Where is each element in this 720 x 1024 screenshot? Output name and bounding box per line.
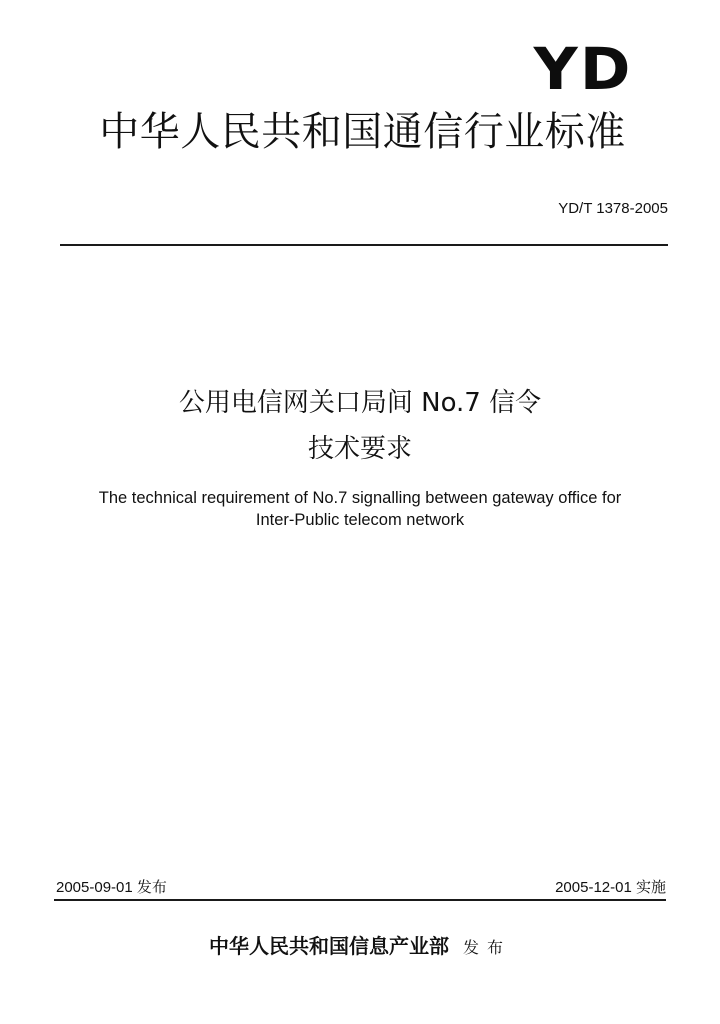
issuer-name: 中华人民共和国信息产业部 <box>208 934 449 958</box>
issue-date: 2005-09-01 发布 <box>56 879 167 896</box>
top-divider <box>60 244 668 246</box>
english-title-line-2: Inter-Public telecom network <box>255 511 465 529</box>
implementation-date: 2005-12-01 实施 <box>555 879 666 896</box>
org-title: 中华人民共和国通信行业标准 <box>99 109 626 155</box>
bottom-divider <box>54 899 666 901</box>
yd-logo: YD <box>533 35 633 103</box>
chinese-title-line-1: 公用电信网关口局间 No.7 信令 <box>178 388 542 418</box>
chinese-title-line-2: 技术要求 <box>307 434 412 464</box>
standard-number: YD/T 1378-2005 <box>558 200 668 217</box>
english-title-line-1: The technical requirement of No.7 signalling between gateway office for <box>98 489 622 507</box>
issuer-line <box>0 930 720 959</box>
issuer-suffix: 发布 <box>462 938 511 957</box>
